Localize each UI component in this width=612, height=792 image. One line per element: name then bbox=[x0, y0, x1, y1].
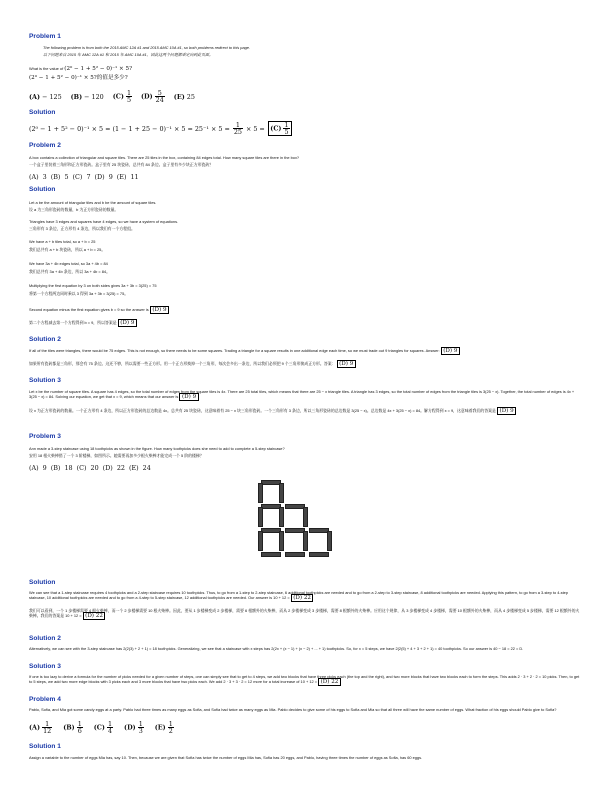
solution-2c-body-cn: 设 x 为正方形瓷砖的数量。一个正方形有 4 条边，所以正方形瓷砖的总边数是 4x。总共有 25 块瓷砖，这意味着有 25 − x 块三角形瓷砖。一个三角形有 3 条边，所以三角形瓷砖的总边数是 3(25 − x)。总边数是 4x + 3(25 − x) = 84。解方程得到 x = 9，这意味着我们的答案是 bbox=[29, 408, 496, 413]
solution-2-line-2-cn: 三角形有 3 条边，正方形有 4 条边，所以我们有一个方程组。 bbox=[29, 226, 135, 231]
toothpick bbox=[261, 480, 281, 485]
answer-box-cn: (D) 22 bbox=[83, 612, 106, 620]
toothpick bbox=[303, 531, 308, 551]
solution-2c-heading: Solution 3 bbox=[29, 377, 61, 384]
answer-box-cn: (D) 9 bbox=[337, 360, 356, 368]
solution-3-text bbox=[29, 590, 581, 601]
problem-4-text: Pablo, Sofia, and Mia got some candy eggs at a party. Pablo had three times as many eggs as Sofia, and Sofia had twice as many eggs as Mia. Pablo decides to give some of his eggs to Sofia and Mia so that all three will have the same number of eggs. What fraction of his eggs should Pablo give to Sofia? bbox=[29, 707, 557, 712]
solution-1-answer-box: (C) $\frac{1}{5}$ bbox=[268, 121, 292, 136]
problem-1-note: The following problem is from both the 2015 AMC 12A #1 and 2015 AMC 10A #1, so both problems redirect to this page. bbox=[43, 45, 251, 50]
solution-3c-text bbox=[29, 674, 581, 685]
solution-2-line-6-cn bbox=[29, 320, 137, 326]
solution-3b-text: Alternatively, we can see with the 3-step staircase has 2(2(3) + 2 + 1) = 18 toothpicks. Generalizing, we see that a staircase with x steps has 2(2x + (x − 1) + (x − 2) + ... + 1) toothpicks. So, for x = 5 steps, we have 2(2(5) + 4 + 3 + 2 + 1) = 40 toothpicks. So our answer is 40 − 18 = 22 = D. bbox=[29, 646, 524, 651]
solution-2c-text-cn bbox=[29, 408, 581, 414]
solution-3c-heading: Solution 3 bbox=[29, 663, 61, 670]
choice-c: (C) $\frac{1}{5}$ bbox=[112, 89, 132, 104]
question-expression: (2⁰ − 1 + 5² − 0)⁻¹ × 5? bbox=[64, 66, 133, 72]
problem-4-heading: Problem 4 bbox=[29, 696, 61, 703]
solution-2-line-3: We have a + b tiles total, so a + b = 25 bbox=[29, 239, 96, 244]
solution-2b-body: If all of the tiles were triangles, there would be 75 edges. This is not enough, so there needs to be some squares. Trading a triangle for a square results in one additional edge each time, so we must trade out 9 triangles for squares. Answer: bbox=[29, 348, 440, 353]
solution-2-line-3-cn: 我们总共有 a + b 块瓷砖，所以 a + b = 25。 bbox=[29, 247, 106, 252]
solution-2-line-1: Let a be the amount of triangular tiles and b be the amount of square tiles. bbox=[29, 200, 157, 205]
solution-3-text-cn bbox=[29, 608, 581, 619]
solution-2-line-6 bbox=[29, 307, 169, 313]
solution-2-line-2: Triangles have 3 edges and squares have 4 edges, so we have a system of equations. bbox=[29, 219, 179, 224]
toothpick bbox=[285, 528, 305, 533]
toothpick bbox=[258, 531, 263, 551]
choice-a: (A) $\frac{1}{12}$ bbox=[29, 720, 52, 735]
toothpick bbox=[285, 504, 305, 509]
solution-2b-body-cn: 如果所有瓷砖都是三角形，那会有 75 条边。这还不够，所以需要一些正方形。用一个正方形换掉一个三角形，每次会多出一条边，所以我们必须把 9 个三角形换成正方形。答案： bbox=[29, 361, 336, 366]
toothpick bbox=[261, 528, 281, 533]
solution-2-line-5: Multiplying the first equation by 3 on both sides gives 3a + 3b = 3(25) = 75 bbox=[29, 283, 157, 288]
problem-1-question bbox=[29, 66, 132, 72]
answer-box: (D) 9 bbox=[150, 306, 169, 314]
solution-1-tail: × 5 = bbox=[245, 124, 265, 133]
toothpick bbox=[258, 483, 263, 503]
problem-2-heading: Problem 2 bbox=[29, 142, 61, 149]
choice-d: (D) $\frac{1}{3}$ bbox=[124, 720, 143, 735]
choice-b: (B) − 120 bbox=[70, 92, 104, 101]
solution-2-line-4: We have 3a + 4b edges total, so 3a + 4b = 84 bbox=[29, 261, 108, 266]
solution-3-heading: Solution bbox=[29, 579, 56, 586]
answer-box: (D) 9 bbox=[179, 393, 198, 401]
problem-3-text-cn: 安用 18 根火柴棒搭了一个 3 阶楼梯，如图所示。她需要再加多少根火柴棒才能完成一个 5 阶的楼梯？ bbox=[29, 453, 204, 458]
solution-2b-text bbox=[29, 348, 579, 354]
problem-2-text: A box contains a collection of triangular and square tiles. There are 25 tiles in the box, containing 84 edges total. How many square tiles are there in the box? bbox=[29, 155, 300, 160]
problem-3-heading: Problem 3 bbox=[29, 433, 61, 440]
solution-2-heading: Solution bbox=[29, 186, 56, 193]
solution-2c-body: Let x be the number of square tiles. A square has 4 edges, so the total number of edges from the square tiles is 4x. There are 25 total tiles, which means that there are 25 − x triangle tiles. A triangle has 3 edges, so the total number of edges from the triangle tiles is 3(25 − x). Together, the total number of edges is 4x + 3(25 − x) = 84. Solving our equation, we get that x = 9, which means that our answer is bbox=[29, 389, 575, 400]
solution-1-fraction: $\frac{1}{25}$ bbox=[233, 121, 242, 136]
toothpick bbox=[327, 531, 332, 551]
problem-2-text-cn: 一个盒子里装着三角形和正方形瓷砖。盒子里有 25 块瓷砖，总共有 84 条边。盒子里有多少块正方形瓷砖？ bbox=[29, 162, 214, 167]
line-6-cn-text: 第二个方程减去第一个方程得到 b = 9，所以答案是 bbox=[29, 320, 117, 325]
answer-box: (D) 22 bbox=[318, 678, 341, 686]
answer-box-cn: (D) 9 bbox=[497, 407, 516, 415]
toothpick bbox=[279, 483, 284, 503]
problem-2-choices: (A) 3 (B) 5 (C) 7 (D) 9 (E) 11 bbox=[29, 173, 139, 181]
problem-3-choices: (A) 9 (B) 18 (C) 20 (D) 22 (E) 24 bbox=[29, 464, 151, 472]
solution-4-heading: Solution 1 bbox=[29, 743, 61, 750]
solution-4-text: Assign a variable to the number of eggs Mia has, say 10. Then, because we are given that Sofia has twice the number of eggs Mia has, Sofia has 20 eggs, and Pablo, having three times the number of eggs as Sofia, has 60 eggs. bbox=[29, 755, 423, 760]
choice-c: (C) $\frac{1}{4}$ bbox=[93, 720, 113, 735]
solution-2-line-1-cn: 设 a 为三角形瓷砖的数量，b 为正方形瓷砖的数量。 bbox=[29, 207, 119, 212]
solution-2c-text bbox=[29, 389, 581, 400]
problem-1-heading: Problem 1 bbox=[29, 33, 61, 40]
toothpick bbox=[285, 552, 305, 557]
toothpick bbox=[261, 504, 281, 509]
toothpick bbox=[303, 507, 308, 527]
solution-1-equation bbox=[29, 121, 292, 136]
toothpick bbox=[258, 507, 263, 527]
problem-1-question-cn bbox=[29, 75, 128, 81]
solution-1-line: (2⁰ − 1 + 5² − 0)⁻¹ × 5 = (1 − 1 + 25 − 0)⁻¹ × 5 = 25⁻¹ × 5 = bbox=[29, 124, 230, 133]
staircase-figure bbox=[258, 480, 354, 562]
choice-b: (B) $\frac{1}{6}$ bbox=[63, 720, 82, 735]
solution-2-line-5-cn: 将第一个方程两边同时乘以 3 得到 3a + 3b = 3(25) = 75。 bbox=[29, 291, 129, 296]
question-cn-text: (2⁰ − 1 + 5² − 0)⁻¹ × 5?的值是多少? bbox=[29, 75, 128, 81]
answer-box-cn: (D) 9 bbox=[118, 319, 137, 327]
toothpick bbox=[261, 552, 281, 557]
toothpick bbox=[279, 531, 284, 551]
choice-a: (A) − 125 bbox=[29, 92, 62, 101]
choice-d: (D) $\frac{5}{24}$ bbox=[141, 89, 164, 104]
solution-3c-body: If one is too lazy to derive a formula for the number of picks needed for a given number of steps, one can simply see that to get to 4 steps, we add two blocks that have three picks each (the top and the right), and two more blocks that have two blocks each to form the steps. This adds 2 · 3 + 2 · 2 = 10 picks. Then, to get to 5 steps, we add two more edge blocks with 3 picks each and 3 more blocks that have two picks each. We add 2 · 3 + 3 · 2 = 12 more for a total increase of 10 + 12 = bbox=[29, 674, 580, 685]
answer-box: (D) 9 bbox=[441, 347, 460, 355]
solution-2-line-4-cn: 我们总共有 3a + 4b 条边，所以 3a + 4b = 84。 bbox=[29, 269, 110, 274]
problem-4-choices bbox=[29, 721, 174, 734]
toothpick bbox=[309, 528, 329, 533]
solution-3b-heading: Solution 2 bbox=[29, 635, 61, 642]
answer-box: (D) 22 bbox=[291, 594, 314, 602]
problem-1-note-cn: 以下问题来自 2015 年 AMC 12A #1 和 2015 年 AMC 10A #1，因此这两个问题都重定向到此页面。 bbox=[43, 52, 213, 57]
toothpick bbox=[279, 507, 284, 527]
solution-3-body-cn: 我们可以看到，一个 1 步楼梯需要 4 根火柴棒，而一个 2 步楼梯需要 10 根火柴棒。因此，要从 1 步楼梯变成 2 步楼梯，需要 6 根额外的火柴棒，而从 2 步楼梯变成 3 步楼梯，需要 8 根额外的火柴棒。应用这个规律，从 3 步楼梯变成 4 步楼梯，需要 10 根额外的火柴棒，而从 4 步楼梯变成 5 步楼梯，需要 12 根额外的火柴棒。我们的答案是 10 + 12 = bbox=[29, 608, 580, 619]
solution-1-heading: Solution bbox=[29, 109, 56, 116]
line-6-text: Second equation minus the first equation gives b = 9 so the answer is bbox=[29, 307, 149, 312]
problem-3-text: Ann made a 3-step staircase using 18 toothpicks as shown in the figure. How many toothpicks does she need to add to complete a 5-step staircase? bbox=[29, 446, 285, 451]
choice-e: (E) 25 bbox=[173, 92, 195, 101]
choice-e: (E) $\frac{1}{2}$ bbox=[154, 720, 173, 735]
problem-1-choices bbox=[29, 90, 195, 103]
solution-3-body: We can see that a 1-step staircase requires 4 toothpicks and a 2-step staircase requires 10 toothpicks. Thus, to go from a 1-step to 2-step staircase, 6 additional toothpicks are needed and to go from a 2-step to 3-step staircase, 8 additional toothpicks are needed. Applying this pattern, to go from a 3-step to 4-step staircase, 10 additional toothpicks are needed and to go from a 4-step to 5-step staircase, 12 additional toothpicks are needed. Our answer is 10 + 12 = bbox=[29, 590, 569, 601]
solution-2b-heading: Solution 2 bbox=[29, 336, 61, 343]
question-text: What is the value of bbox=[29, 66, 64, 71]
toothpick bbox=[309, 552, 329, 557]
solution-2b-text-cn bbox=[29, 361, 579, 367]
